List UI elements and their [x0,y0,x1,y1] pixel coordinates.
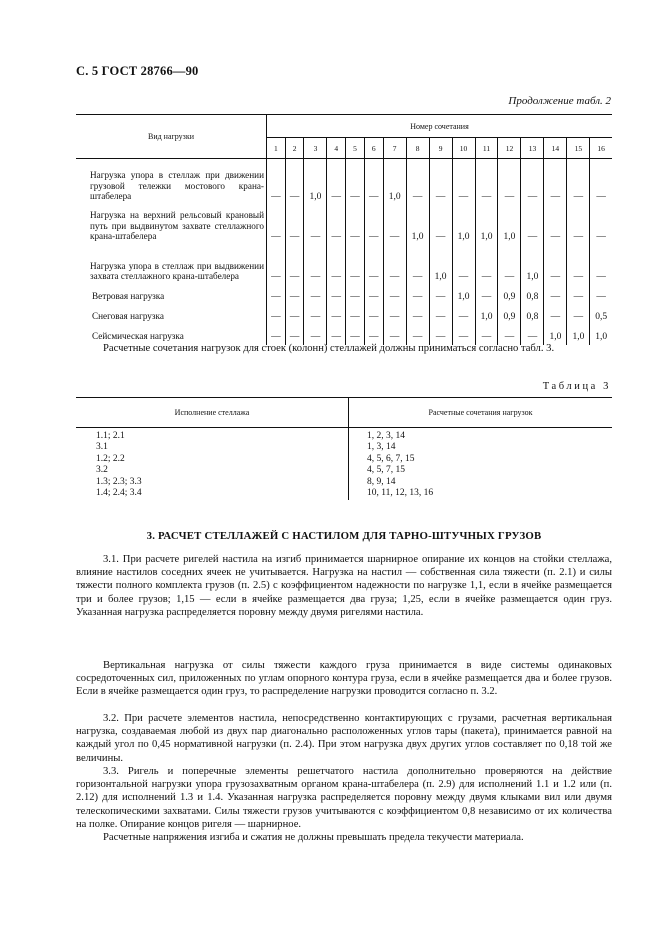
coefficient-cell: — [406,159,429,205]
execution-header: Исполнение стеллажа [76,398,349,428]
coefficient-cell: — [285,325,304,345]
coefficient-cell: — [567,245,590,285]
coefficient-cell: — [346,285,365,305]
coefficient-cell: — [327,305,346,325]
coefficient-cell: — [475,245,498,285]
coefficient-cell: — [498,159,521,205]
execution-item: 1.3; 2.3; 3.3 [96,476,142,487]
coefficient-cell: — [271,271,281,282]
coefficient-cell: — [544,305,567,325]
combination-item: 8, 9, 14 [367,476,396,487]
coefficient-cell: — [383,205,406,245]
load-kind-label: Нагрузка на верхний рельсовый крановый путь при выдвинутом захвате стеллажного крана-штабелера [76,205,267,245]
paragraph-3-2: 3.2. При расчете элементов настила, непосредственно контактирующих с грузами, расчетная вертикальная нагрузка, создаваемая любой из двух пар диагонально расположенных углов тары (пакета), принимается равной на каждый угол по 0,45 нормативной нагрузки (п. 2.4). При этом нагрузка двух других углов составляет по 0,18 той же величины. [76,713,612,764]
rack-execution-table [76,397,612,500]
combination-column-header: 5 [346,138,365,159]
load-kind-label: Нагрузка упора в стеллаж при движении грузовой тележки мостового крана-штабелера [76,159,267,205]
combination-column-header: 12 [498,138,521,159]
combination-column-header: 16 [590,138,612,159]
table-continuation-label: Продолжение табл. 2 [508,95,611,107]
table-row [76,285,612,305]
coefficient-cell: 1,0 [544,325,567,345]
execution-item: 3.1 [96,442,108,453]
execution-item: 1.1; 2.1 [96,431,125,441]
coefficient-cell: — [567,205,590,245]
coefficient-cell: — [364,285,383,305]
load-combinations-table [76,114,612,345]
coefficient-cell: 1,0 [498,205,521,245]
coefficient-cell: — [475,159,498,205]
execution-item: 1.4; 2.4; 3.4 [96,488,142,499]
coefficient-cell: — [327,245,346,285]
combination-column-header: 11 [475,138,498,159]
coefficient-cell: — [327,159,346,205]
coefficient-cell: — [364,305,383,325]
coefficient-cell: — [521,159,544,205]
coefficient-cell: 1,0 [521,245,544,285]
execution-list [76,428,349,501]
coefficient-cell: — [383,245,406,285]
execution-item: 3.2 [96,465,108,476]
coefficient-cell: — [346,245,365,285]
coefficient-cell: — [475,325,498,345]
load-kind-label: Снеговая нагрузка [76,305,267,325]
coefficient-cell: 0,5 [590,305,612,325]
coefficient-cell: — [429,159,452,205]
coefficient-cell: — [590,159,612,205]
combination-column-header: 4 [327,138,346,159]
combination-column-header: 6 [364,138,383,159]
coefficient-cell: 0,8 [521,285,544,305]
table-row [76,205,612,245]
coefficient-cell: — [567,285,590,305]
table-row [76,305,612,325]
coefficient-cell: — [452,245,475,285]
load-kind-label: Нагрузка упора в стеллаж при выдвижении захвата стеллажного крана-штабелера [76,245,267,285]
coefficient-cell: — [452,305,475,325]
coefficient-cell: — [567,305,590,325]
coefficient-cell: — [498,245,521,285]
coefficient-cell: — [406,285,429,305]
coefficient-cell: — [271,231,281,242]
load-kind-label: Сейсмическая нагрузка [76,325,267,345]
coefficient-cell: — [429,205,452,245]
combination-item: 1, 2, 3, 14 [367,431,405,441]
combinations-header: Расчетные сочетания нагрузок [349,398,613,428]
combination-item: 10, 11, 12, 13, 16 [367,488,434,499]
combination-column-header: 7 [383,138,406,159]
coefficient-cell: — [346,205,365,245]
coefficient-cell: — [406,325,429,345]
coefficient-cell: — [327,325,346,345]
combination-number-header: Номер сочетания [267,115,613,138]
load-kind-label: Ветровая нагрузка [76,285,267,305]
coefficient-cell: — [285,159,304,205]
coefficient-cell: — [271,191,281,202]
coefficient-cell: — [327,285,346,305]
coefficient-cell: 1,0 [406,205,429,245]
table-row [76,245,612,285]
combination-item: 4, 5, 6, 7, 15 [367,453,415,464]
coefficient-cell: — [285,205,304,245]
coefficient-cell: 1,0 [383,159,406,205]
coefficient-cell: 1,0 [304,159,327,205]
combinations-list [349,428,613,501]
coefficient-cell: — [364,205,383,245]
coefficient-cell: — [429,325,452,345]
coefficient-cell: — [285,285,304,305]
combination-column-header: 2 [285,138,304,159]
coefficient-cell: — [475,285,498,305]
combination-column-header: 13 [521,138,544,159]
coefficient-cell: 1,0 [475,305,498,325]
coefficient-cell: — [304,325,327,345]
intro-paragraph: Расчетные сочетания нагрузок для стоек (колонн) стеллажей должны приниматься согласно табл. 3. [103,343,555,354]
coefficient-cell: — [346,305,365,325]
paragraph-3-3: 3.3. Ригель и поперечные элементы решетчатого настила дополнительно проверяются на действие горизонтальной нагрузки упора грузозахватным органом крана-штабелера (п. 2.9) для исполнений 1.1 и 1.2 или (п. 2.12) для исполнений 1.3 и 1.4. Указанная нагрузка распределяется поровну между двумя клыками вил или двумя телескопическими захватами. Силы тяжести грузов учитываются с коэффициентом 0,8 независимо от их количества на полке. Опирание концов ригеля — шарнирное. [76,766,612,830]
coefficient-cell: — [271,291,281,302]
combination-column-header: 9 [429,138,452,159]
paragraph-vertical-load: Вертикальная нагрузка от силы тяжести каждого груза принимается в виде системы одинаковых сосредоточенных сил, приложенных по углам опорного контура груза, если в ячейке размещается два и более грузов. Если в ячейке размещается один груз, то распределение нагрузки проводится согласно п. 3.2. [76,660,612,698]
coefficient-cell: 1,0 [452,205,475,245]
coefficient-cell: — [429,305,452,325]
paragraph-3-1: 3.1. При расчете ригелей настила на изгиб принимается шарнирное опирание их концов на стойки стеллажа, влияние настилов соседних ячеек не учитывается. Нагрузка на настил — собственная сила тяжести (п. 2.1) и силы тяжести полного комплекта грузов (п. 2.5) с коэффициентом надежности по нагрузке 1,1, если в ячейке размещается три и более грузов; 1,15 — если в ячейке размещается два груза; 1,25, если в ячейке размещается один груз. Указанная нагрузка распределяется поровну между двумя ригелями настила. [76,554,612,618]
coefficient-cell: — [429,285,452,305]
combination-item: 4, 5, 7, 15 [367,465,405,476]
coefficient-cell: — [285,305,304,325]
table3-label: Таблица 3 [542,381,611,392]
coefficient-cell: — [544,285,567,305]
coefficient-cell: — [590,205,612,245]
coefficient-cell: — [327,205,346,245]
coefficient-cell: 1,0 [590,325,612,345]
coefficient-cell: — [452,159,475,205]
coefficient-cell: 0,9 [498,285,521,305]
coefficient-cell: — [304,305,327,325]
page-header: С. 5 ГОСТ 28766—90 [76,64,199,78]
combination-column-header: 10 [452,138,475,159]
table-row [76,159,612,205]
coefficient-cell: — [383,325,406,345]
coefficient-cell: — [544,245,567,285]
coefficient-cell: — [406,305,429,325]
coefficient-cell: — [383,305,406,325]
coefficient-cell: — [544,159,567,205]
coefficient-cell: — [304,245,327,285]
coefficient-cell: 1,0 [475,205,498,245]
paragraph-stresses: Расчетные напряжения изгиба и сжатия не должны превышать предела текучести материала. [103,832,524,843]
coefficient-cell: — [383,285,406,305]
coefficient-cell: — [544,205,567,245]
combination-item: 1, 3, 14 [367,442,396,453]
coefficient-cell: — [304,285,327,305]
combination-column-header: 3 [304,138,327,159]
coefficient-cell: — [452,325,475,345]
coefficient-cell: — [346,159,365,205]
coefficient-cell: — [567,159,590,205]
combination-column-header: 14 [544,138,567,159]
coefficient-cell: 1,0 [429,245,452,285]
coefficient-cell: 1,0 [567,325,590,345]
execution-item: 1.2; 2.2 [96,453,125,464]
coefficient-cell: — [304,205,327,245]
load-kind-header: Вид нагрузки [76,115,267,159]
coefficient-cell: — [590,245,612,285]
coefficient-cell: — [364,325,383,345]
coefficient-cell: 1,0 [452,285,475,305]
coefficient-cell: — [590,285,612,305]
coefficient-cell: — [364,245,383,285]
coefficient-cell: — [521,205,544,245]
coefficient-cell: — [271,311,281,322]
coefficient-cell: 0,8 [521,305,544,325]
coefficient-cell: — [346,325,365,345]
coefficient-cell: — [406,245,429,285]
section-title: 3. РАСЧЕТ СТЕЛЛАЖЕЙ С НАСТИЛОМ ДЛЯ ТАРНО-ШТУЧНЫХ ГРУЗОВ [146,530,542,542]
coefficient-cell: — [364,159,383,205]
combination-column-header: 15 [567,138,590,159]
coefficient-cell: — [521,325,544,345]
coefficient-cell: — [271,331,281,342]
coefficient-cell: — [285,245,304,285]
coefficient-cell: 0,9 [498,305,521,325]
coefficient-cell: — [498,325,521,345]
combination-column-header: 1 [267,138,286,159]
combination-column-header: 8 [406,138,429,159]
